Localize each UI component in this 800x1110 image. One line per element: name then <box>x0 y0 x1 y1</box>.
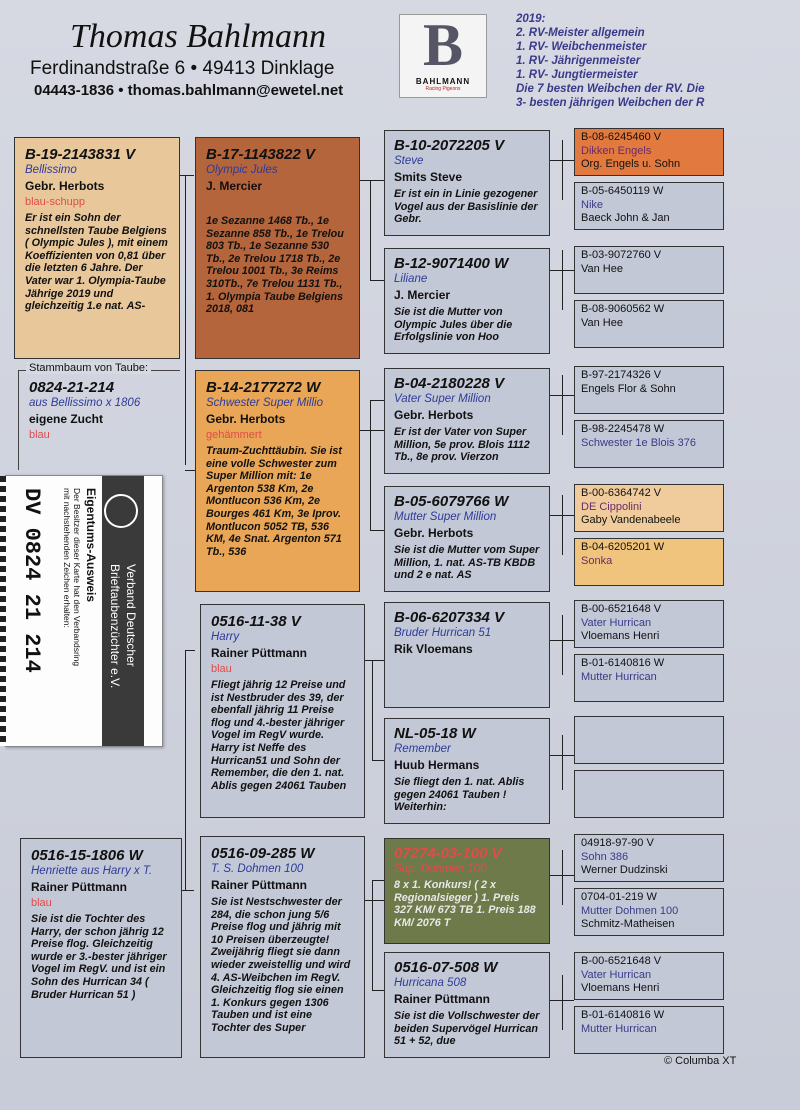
ancestor-owner: Vloemans Henri <box>581 630 660 642</box>
award-line: 1. RV- Weibchenmeister <box>516 41 647 53</box>
connector-line <box>372 660 373 760</box>
ancestor-id: B-00-6364742 V <box>581 487 662 499</box>
connector-line <box>562 735 563 790</box>
connector-line <box>370 400 371 530</box>
connector-line <box>372 990 384 991</box>
ancestor-id: B-98-2245478 W <box>581 423 665 435</box>
pigeon-description: Traum-Zuchttäubin. Sie ist eine volle Schwester zum Super Million mit: 1e Argenton 538 Km, 2e Montlucon 536 Km, 2e Bourges 461 Km, 3e Iprov. Montlucon 5052 TB, 536 KM, 4e Snat. Argenton 571 Tb., 536 <box>206 445 342 558</box>
ancestor-box <box>574 600 724 648</box>
ancestor-id: B-00-6521648 V <box>581 955 662 967</box>
pigeon-description: Er ist ein in Linie gezogener Vogel aus der Basislinie der Gebr. <box>394 188 538 226</box>
pigeon-name: Liliane <box>394 273 428 285</box>
pigeon-id: NL-05-18 W <box>394 725 476 742</box>
pigeon-id: 0516-09-285 W <box>211 845 315 862</box>
pigeon-description: Sie ist die Mutter von Olympic Jules über die Erfolgslinie von Hoo <box>394 306 513 344</box>
award-line: 2019: <box>516 13 546 25</box>
pigeon-id: B-10-2072205 V <box>394 137 505 154</box>
connector-line <box>370 280 384 281</box>
ancestor-name: Mutter Dohmen 100 <box>581 904 679 917</box>
great-grandparent-box <box>384 718 550 824</box>
ancestor-id: B-01-6140816 W <box>581 1009 665 1021</box>
ancestor-owner: Engels Flor & Sohn <box>581 382 676 395</box>
great-grandparent-box <box>384 602 550 708</box>
pigeon-name: Bellissimo <box>25 164 77 176</box>
connector-line <box>562 250 563 310</box>
ancestor-name: Sohn 386 <box>581 850 629 863</box>
ancestor-name: Mutter Hurrican <box>581 1022 657 1035</box>
pigeon-color: gehämmert <box>206 429 262 441</box>
great-grandparent-box <box>384 838 550 944</box>
ancestor-box <box>574 888 724 936</box>
logo-letter: B <box>422 12 464 78</box>
breeder-address: Ferdinandstraße 6 • 49413 Dinklage <box>30 58 335 79</box>
connector-line <box>372 880 373 990</box>
grandparent-box <box>195 137 360 359</box>
pigeon-owner: Rainer Püttmann <box>394 992 491 1006</box>
connector-line <box>562 850 563 905</box>
ancestor-owner: Schmitz-Matheisen <box>581 918 675 930</box>
connector-line <box>562 975 563 1030</box>
pigeon-name: Schwester Super Millio <box>206 397 323 409</box>
pigeon-name: Sup. Dohmen 100 <box>394 863 487 875</box>
ancestor-owner: Gaby Vandenabeele <box>581 514 681 526</box>
award-line: 1. RV- Jährigenmeister <box>516 55 641 67</box>
connector-line <box>365 900 384 901</box>
award-line: 2. RV-Meister allgemein <box>516 27 645 39</box>
ancestor-id: B-05-6450119 W <box>581 185 664 197</box>
ancestor-box <box>574 420 724 468</box>
ownership-card-content <box>0 476 144 746</box>
card-org-line2: Brieftaubenzüchter e.V. <box>108 564 122 689</box>
ancestor-box <box>574 654 724 702</box>
ancestor-box <box>574 1006 724 1054</box>
card-title: Eigentums-Ausweis <box>84 488 98 603</box>
logo-text: BAHLMANN <box>415 77 471 86</box>
card-org-line1: Verband Deutscher <box>124 564 138 667</box>
pigeon-owner: J. Mercier <box>394 288 451 302</box>
connector-line <box>370 400 384 401</box>
ancestor-id: 0704-01-219 W <box>581 891 657 903</box>
ancestor-name: Mutter Hurrican <box>581 670 657 683</box>
pigeon-description: Sie ist die Mutter vom Super Million, 1. nat. AS-TB KBDB und 2 e nat. AS <box>394 544 540 582</box>
ancestor-owner: Van Hee <box>581 316 623 329</box>
ancestor-name: DE Cippolini <box>581 500 642 513</box>
pigeon-name: Bruder Hurrican 51 <box>394 627 492 639</box>
connector-line <box>180 890 194 891</box>
pigeon-color: blau-schupp <box>25 196 85 208</box>
pigeon-name: Remember <box>394 743 451 755</box>
pigeon-id: B-12-9071400 W <box>394 255 509 272</box>
bahlmann-logo <box>399 14 487 98</box>
pigeon-color: blau <box>211 663 232 675</box>
grandparent-box <box>195 370 360 592</box>
connector-line <box>370 530 384 531</box>
pigeon-owner: Rik Vloemans <box>394 642 473 656</box>
connector-line <box>562 615 563 675</box>
pigeon-name: T. S. Dohmen 100 <box>211 863 304 875</box>
connector-line <box>562 495 563 555</box>
pigeon-id: B-04-2180228 V <box>394 375 505 392</box>
ancestor-owner: Van Hee <box>581 262 623 275</box>
ancestor-id: B-97-2174326 V <box>581 369 662 381</box>
pigeon-owner: Huub Hermans <box>394 758 480 772</box>
award-line: 1. RV- Jungtiermeister <box>516 69 638 81</box>
pigeon-description: Sie ist die Vollschwester der beiden Supervögel Hurrican 51 + 52, due <box>394 1010 540 1048</box>
great-grandparent-box <box>384 368 550 474</box>
card-small-text: Der Besitzer dieser Karte hat den Verbandsring <box>72 488 82 667</box>
pigeon-owner: Smits Steve <box>394 170 463 184</box>
connector-line <box>370 180 371 280</box>
ancestor-box <box>574 952 724 1000</box>
subject-color: blau <box>29 429 50 441</box>
pigeon-owner: Rainer Püttmann <box>211 878 308 892</box>
grandparent-box <box>200 604 365 818</box>
pigeon-id: B-14-2177272 W <box>206 379 321 396</box>
connector-line <box>360 180 384 181</box>
connector-line <box>562 140 563 200</box>
award-line: 3- besten jährigen Weibchen der R <box>516 97 705 109</box>
pigeon-name: Henriette aus Harry x T. <box>31 865 153 877</box>
ancestor-id: 04918-97-90 V <box>581 837 654 849</box>
ancestor-owner: Werner Dudzinski <box>581 864 668 876</box>
connector-line <box>562 375 563 435</box>
ancestor-box <box>574 770 724 818</box>
ancestor-name: Vater Hurrican <box>581 616 652 629</box>
connector-line <box>372 760 384 761</box>
card-header-band <box>102 476 144 746</box>
ancestor-id: B-03-9072760 V <box>581 249 662 261</box>
subject-id: 0824-21-214 <box>29 379 115 396</box>
subject-box <box>18 370 180 470</box>
ancestor-owner: Org. Engels u. Sohn <box>581 158 681 170</box>
connector-line <box>180 175 194 176</box>
pigeon-emblem-icon <box>104 494 138 528</box>
ancestor-box <box>574 834 724 882</box>
pigeon-id: B-17-1143822 V <box>206 146 315 163</box>
ancestor-box <box>574 716 724 764</box>
ancestor-name: Vater Hurrican <box>581 968 652 981</box>
pigeon-color: blau <box>31 897 52 909</box>
ancestor-name: Dikken Engels <box>581 144 652 157</box>
pigeon-name: Vater Super Million <box>394 393 491 405</box>
subject-owner: eigene Zucht <box>29 412 104 426</box>
ancestor-name: Nike <box>581 198 604 211</box>
stammbaum-label: Stammbaum von Taube: <box>26 362 151 374</box>
pigeon-name: Hurricana 508 <box>394 977 467 989</box>
pigeon-description: Sie ist die Tochter des Harry, der schon jährig 12 Preise flog. Gleichzeitig wurde er 3.-bester jähriger Vogel im RegV. und ist ein Sohn des Hurrican 34 ( Bruder Hurrican 51 ) <box>31 913 167 1001</box>
award-line: Die 7 besten Weibchen der RV. Die <box>516 83 705 95</box>
card-ring-number: DV 0824 21 214 <box>19 488 44 673</box>
pigeon-description: 8 x 1. Konkurs! ( 2 x Regionalsieger ) 1. Preis 327 KM/ 673 TB 1. Preis 188 KM/ 2076 T <box>394 879 536 929</box>
ownership-card <box>5 475 163 747</box>
connector-line <box>185 175 186 465</box>
pigeon-id: 07274-03-100 V <box>394 845 502 862</box>
pigeon-owner: Gebr. Herbots <box>394 408 474 422</box>
card-small-text: mit nachstehenden Zeichen erhalten: <box>62 488 72 628</box>
connector-line <box>185 650 186 890</box>
logo-subtext: Racing Pigeons <box>425 86 461 92</box>
connector-line <box>185 650 195 651</box>
pigeon-description: Er ist ein Sohn der schnellsten Taube Belgiens ( Olympic Jules ), mit einem Koeffizienten von 0,81 über die letzten 6 Jahre. Der Vater war 1. Olympia-Taube Jährige 2019 und gleichzeitig 1.e nat. AS- <box>25 212 168 313</box>
ancestor-box <box>574 300 724 348</box>
pigeon-description: 1e Sezanne 1468 Tb., 1e Sezanne 858 Tb., 1e Trelou 803 Tb., 1e Sezanne 530 Tb., 2e Trelou 1718 Tb., 2e Trelou 1001 Tb., 3e Reims 310Tb., 7e Trelou 1131 Tb., 1. Olympia Taube Belgiens 2018, 081 <box>206 215 344 316</box>
pigeon-id: 0516-15-1806 W <box>31 847 143 864</box>
ancestor-id: B-08-6245460 V <box>581 131 662 143</box>
parent-box-mother <box>20 838 182 1058</box>
pigeon-owner: Gebr. Herbots <box>25 179 105 193</box>
ancestor-box <box>574 128 724 176</box>
pigeon-owner: Gebr. Herbots <box>206 412 286 426</box>
ancestor-owner: Baeck John & Jan <box>581 212 670 224</box>
parent-box-father <box>14 137 180 359</box>
pigeon-id: B-05-6079766 W <box>394 493 509 510</box>
pigeon-owner: Rainer Püttmann <box>31 880 128 894</box>
ancestor-box <box>574 538 724 586</box>
card-barcode <box>0 476 6 746</box>
pigeon-description: Sie fliegt den 1. nat. Ablis gegen 24061 Tauben ! Weiterhin: <box>394 776 525 814</box>
connector-line <box>360 430 384 431</box>
breeder-contact: 04443-1836 • thomas.bahlmann@ewetel.net <box>34 82 344 99</box>
pigeon-id: B-06-6207334 V <box>394 609 505 626</box>
breeder-name: Thomas Bahlmann <box>70 18 326 55</box>
awards-list <box>516 12 796 110</box>
pigeon-name: Steve <box>394 155 424 167</box>
ancestor-id: B-08-9060562 W <box>581 303 665 315</box>
great-grandparent-box <box>384 486 550 592</box>
pigeon-name: Olympic Jules <box>206 164 278 176</box>
connector-line <box>185 470 195 471</box>
great-grandparent-box <box>384 248 550 354</box>
ancestor-box <box>574 484 724 532</box>
ancestor-box <box>574 182 724 230</box>
grandparent-box <box>200 836 365 1058</box>
ancestor-name: Schwester 1e Blois 376 <box>581 436 696 449</box>
pigeon-id: B-19-2143831 V <box>25 146 136 163</box>
great-grandparent-box <box>384 130 550 236</box>
pigeon-owner: J. Mercier <box>206 179 263 193</box>
copyright: © Columba XT <box>664 1055 737 1067</box>
ancestor-id: B-01-6140816 W <box>581 657 665 669</box>
pigeon-name: Harry <box>211 631 240 643</box>
ancestor-name: Sonka <box>581 554 613 567</box>
great-grandparent-box <box>384 952 550 1058</box>
connector-line <box>372 880 384 881</box>
pigeon-description: Sie ist Nestschwester der 284, die schon jung 5/6 Preise flog und jährig mit 10 Preisen überzeugte! Zweijährig fliegt sie dann wieder zweistellig und wird 4. AS-Weibchen im RegV. Gleichzeitig flog sie einen 1. Konkurs gegen 1306 Tauben und ist eine Tochter des Super <box>211 896 351 1034</box>
connector-line <box>365 660 384 661</box>
ancestor-id: B-00-6521648 V <box>581 603 662 615</box>
pigeon-id: 0516-11-38 V <box>211 613 301 630</box>
pigeon-owner: Gebr. Herbots <box>394 526 474 540</box>
pigeon-description: Fliegt jährig 12 Preise und ist Nestbruder des 39, der ebenfall jährig 11 Preise flog und 4.-bester jähriger Vogel im RegV wurde. Harry ist Neffe des Hurrican51 und Sohn der Remember, die den 1. nat. Ablis gegen 24061 Tauben <box>211 679 347 792</box>
ancestor-owner: Vloemans Henri <box>581 982 660 994</box>
pigeon-id: 0516-07-508 W <box>394 959 498 976</box>
subject-name: aus Bellissimo x 1806 <box>29 397 141 409</box>
pigeon-owner: Rainer Püttmann <box>211 646 308 660</box>
ancestor-box <box>574 246 724 294</box>
ancestor-id: B-04-6205201 W <box>581 541 665 553</box>
pigeon-name: Mutter Super Million <box>394 511 497 523</box>
pigeon-description: Er ist der Vater von Super Million, 5e prov. Blois 1112 Tb., 8e prov. Vierzon <box>394 426 530 464</box>
ancestor-box <box>574 366 724 414</box>
